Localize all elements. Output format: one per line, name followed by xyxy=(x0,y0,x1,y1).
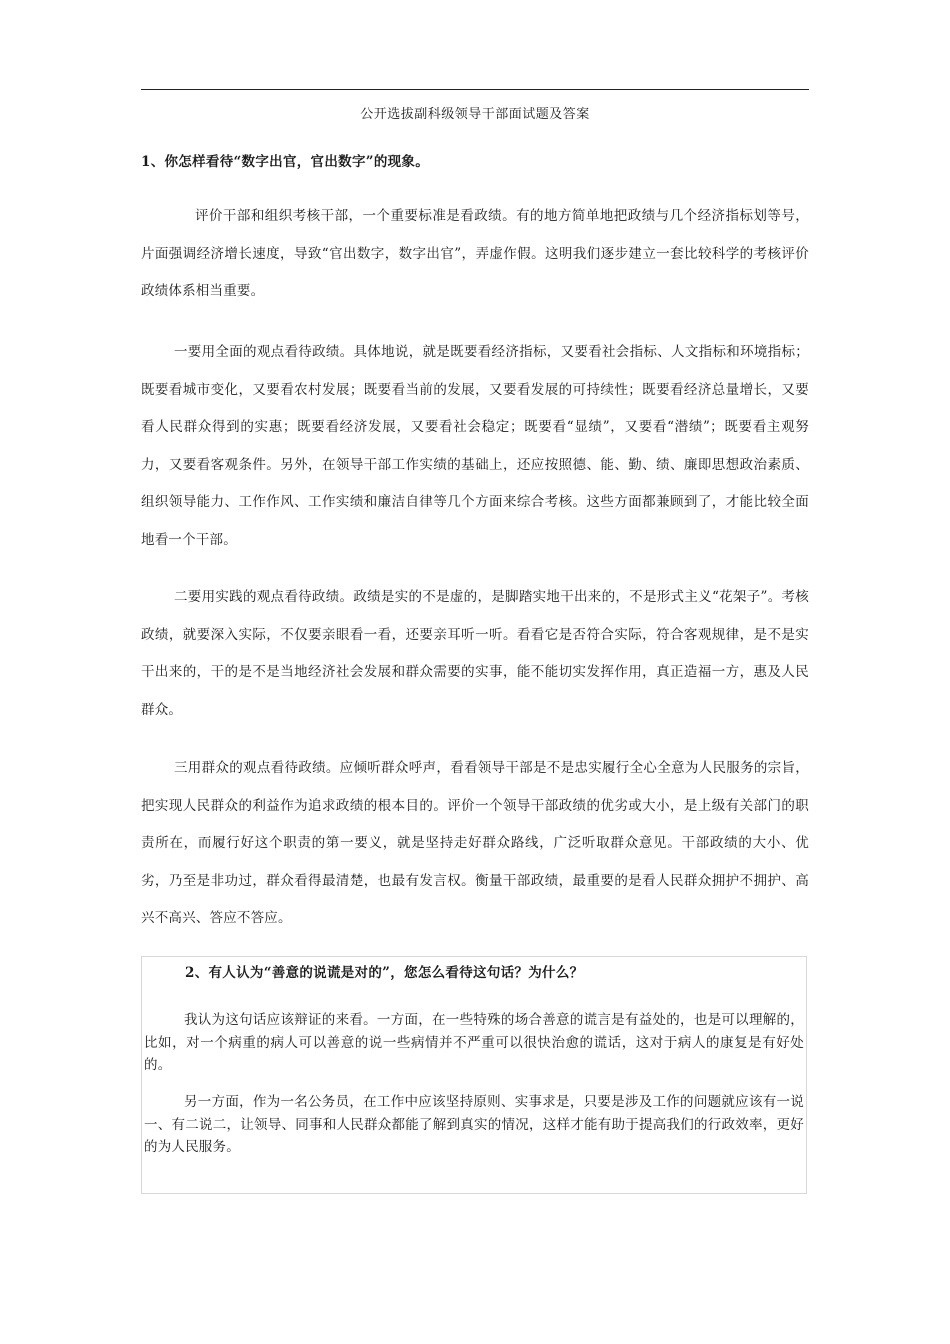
header-rule xyxy=(141,89,809,90)
question-1-paragraph-2: 一要用全面的观点看待政绩。具体地说，就是既要看经济指标，又要看社会指标、人文指标和环境指标；既要看城市变化，又要看农村发展；既要看当前的发展，又要看发展的可持续性；既要看经济总量增长，又要看人民群众得到的实惠；既要看经济发展，又要看社会稳定；既要看“显绩”，又要看“潜绩”；既要看主观努力，又要看客观条件。另外，在领导干部工作实绩的基础上，还应按照德、能、勤、绩、廉即思想政治素质、组织领导能力、工作作风、工作实绩和廉洁自律等几个方面来综合考核。这些方面都兼顾到了，才能比较全面地看一个干部。 xyxy=(141,344,809,548)
question-1-paragraph-3: 二要用实践的观点看待政绩。政绩是实的不是虚的，是脚踏实地干出来的，不是形式主义“花架子”。考核政绩，就要深入实际，不仅要亲眼看一看，还要亲耳听一听。看看它是否符合实际，符合客观规律，是不是实干出来的，干的是不是当地经济社会发展和群众需要的实事，能不能切实发挥作用，真正造福一方，惠及人民群众。 xyxy=(141,589,809,718)
question-2-heading: 2、有人认为“善意的说谎是对的”，您怎么看待这句话？为什么？ xyxy=(185,965,584,981)
question-2-paragraph-2: 另一方面，作为一名公务员，在工作中应该坚持原则、实事求是，只要是涉及工作的问题就应该有一说一、有二说二，让领导、同事和人民群众都能了解到真实的情况，这样才能有助于提高我们的行政效率，更好的为人民服务。 xyxy=(144,1094,804,1155)
question-2-paragraph-1: 我认为这句话应该辩证的来看。一方面，在一些特殊的场合善意的谎言是有益处的，也是可以理解的，比如，对一个病重的病人可以善意的说一些病情并不严重可以很快治愈的谎话，这对于病人的康复是有好处的。 xyxy=(144,1012,804,1073)
question-1-paragraph-4: 三用群众的观点看待政绩。应倾听群众呼声，看看领导干部是不是忠实履行全心全意为人民服务的宗旨，把实现人民群众的利益作为追求政绩的根本目的。评价一个领导干部政绩的优劣或大小，是上级有关部门的职责所在，而履行好这个职责的第一要义，就是坚持走好群众路线，广泛听取群众意见。干部政绩的大小、优劣，乃至是非功过，群众看得最清楚，也最有发言权。衡量干部政绩，最重要的是看人民群众拥护不拥护、高兴不高兴、答应不答应。 xyxy=(141,760,809,927)
document-title: 公开选拔副科级领导干部面试题及答案 xyxy=(360,107,590,122)
question-1-heading: 1、你怎样看待“数字出官，官出数字”的现象。 xyxy=(141,154,430,170)
question-2-box xyxy=(141,956,807,1194)
question-1-paragraph-1: 评价干部和组织考核干部，一个重要标准是看政绩。有的地方简单地把政绩与几个经济指标划等号，片面强调经济增长速度，导致“官出数字，数字出官”，弄虚作假。这明我们逐步建立一套比较科学的考核评价政绩体系相当重要。 xyxy=(141,208,809,300)
